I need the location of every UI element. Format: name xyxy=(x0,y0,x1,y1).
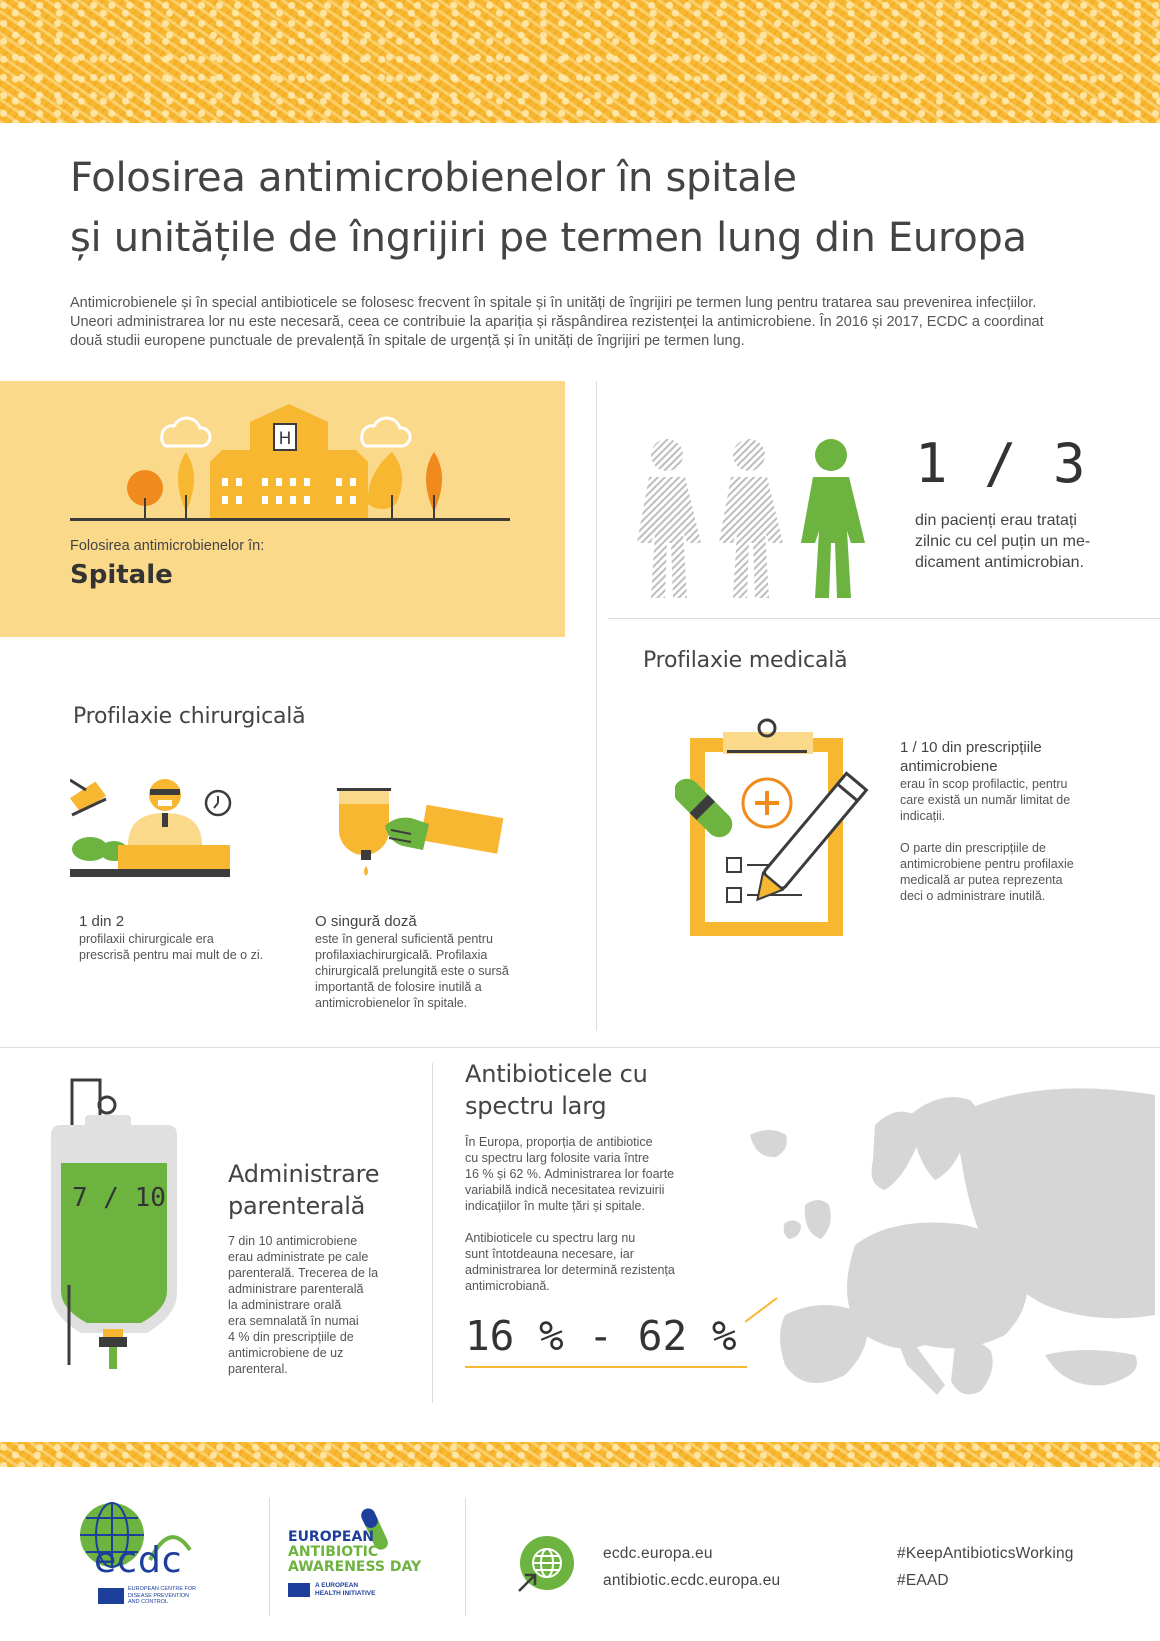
broad-heading: Antibioticele cu spectru larg xyxy=(465,1060,648,1120)
tree-icon xyxy=(368,452,402,509)
medical-text: 1 / 10 din prescripțiile antimicrobiene erau în scop profilactic, pentru care există un număr limitat de indicații. O parte din prescripțiile de antimicrobiene pentru profilaxie medicală ar putea reprezenta deci o administrare inutilă. xyxy=(900,739,1074,903)
link-ecdc[interactable]: ecdc.europa.eu xyxy=(603,1545,713,1562)
range-pointer-line xyxy=(745,1298,777,1322)
footer-hashtags xyxy=(897,1540,1074,1594)
page-title xyxy=(70,148,1120,268)
hospital-label: Folosirea antimicrobienelor în: xyxy=(70,538,265,554)
patient-green-icon xyxy=(801,439,865,598)
page-title-line1: Folosirea antimicrobienelor în spitale xyxy=(70,155,797,201)
eu-flag-icon xyxy=(98,1588,124,1604)
broad-range: 16 % - 62 % xyxy=(465,1312,737,1360)
hospital-illustration xyxy=(70,400,515,525)
patients-icon-group xyxy=(635,435,885,600)
patients-ratio: 1 / 3 xyxy=(915,432,1088,495)
surgical-stat1: 1 din 2 profilaxii chirurgicale era prescrisă pentru mai mult de o zi. xyxy=(79,913,264,962)
divider-horizontal-middle xyxy=(0,1047,1160,1048)
footer-divider-2 xyxy=(465,1498,466,1616)
bottom-pattern-band xyxy=(0,1442,1160,1467)
surgical-lamp-icon xyxy=(70,780,108,815)
patient-gray-icon xyxy=(719,439,783,598)
surgery-illustration xyxy=(70,775,235,880)
range-underline xyxy=(465,1366,747,1368)
clipboard-illustration xyxy=(675,718,895,938)
medical-heading: Profilaxie medicală xyxy=(643,648,848,673)
patients-text: din pacienți erau tratați zilnic cu cel puțin un me- dicament antimicrobian. xyxy=(915,512,1091,571)
top-pattern-band xyxy=(0,0,1160,123)
broad-text: În Europa, proporția de antibiotice cu spectru larg folosite varia între 16 % și 62 %. Administrarea lor foarte variabilă indică necesitatea revizuirii indicațiilor în multe țări și spitale. Antibioticele cu spectru larg nu sunt întotdeauna necesare, iar administrarea lor determină rezistența antimicrobiană. xyxy=(465,1135,675,1293)
patient-gray-icon xyxy=(637,439,701,598)
europe-map xyxy=(745,1085,1160,1415)
eaad-logo: EUROPEAN ANTIBIOTIC AWARENESS DAY A EUROPEAN HEALTH INITIATIVE xyxy=(288,1505,438,1610)
ecdc-wordmark: ecdc xyxy=(94,1540,183,1581)
hospital-sign: H xyxy=(278,429,292,449)
injection-illustration xyxy=(335,782,505,882)
footer-links xyxy=(603,1540,780,1594)
intro-paragraph: Antimicrobienele și în special antibioticele se folosesc frecvent în spitale și în unități de îngrijiri pe termen lung pentru tratarea sau prevenirea infecțiilor. Uneori administrarea lor nu este necesară, ceea ce contribuie la apariția și răspândirea rezistenței la antimicrobiene. În 2016 și 2017, ECDC a coordinat două studii europene punctuale de prevalență în spitale de urgență și în unități de îngrijiri pe termen lung. xyxy=(70,295,1044,349)
drop-icon xyxy=(364,866,368,876)
parenteral-ratio: 7 / 10 xyxy=(72,1183,166,1213)
hashtag-keep-antibiotics-working[interactable]: #KeepAntibioticsWorking xyxy=(897,1545,1074,1562)
gloved-hand-icon xyxy=(385,805,503,854)
divider-horizontal-right xyxy=(608,618,1160,619)
hashtag-eaad[interactable]: #EAAD xyxy=(897,1572,949,1589)
page-title-line2: și unitățile de îngrijiri pe termen lung din Europa xyxy=(70,215,1027,261)
globe-link-icon xyxy=(515,1535,575,1595)
divider-vertical-bottom xyxy=(432,1063,433,1403)
parenteral-heading: Administrare parenterală xyxy=(228,1160,380,1220)
iv-bag-illustration xyxy=(45,1075,185,1370)
eu-flag-icon xyxy=(288,1583,310,1597)
surgical-heading: Profilaxie chirurgicală xyxy=(73,704,306,729)
surgical-stat2: O singură doză este în general suficientă pentru profilaxiachirurgicală. Profilaxia chirurgicală prelungită este o sursă importantă de folosire inutilă a antimicrobienelor în spitale. xyxy=(315,913,509,1010)
parenteral-text: 7 din 10 antimicrobiene erau administrate pe cale parenterală. Trecerea de la administrare parenterală la administrare orală era semnalată în numai 4 % din prescripțiile de antimicrobiene de uz parenteral. xyxy=(228,1234,379,1376)
ecdc-logo: ecdc EUROPEAN CENTRE FOR DISEASE PREVENTION AND CONTROL xyxy=(70,1500,200,1610)
link-antibiotic[interactable]: antibiotic.ecdc.europa.eu xyxy=(603,1572,781,1589)
footer-divider-1 xyxy=(269,1498,270,1616)
divider-vertical xyxy=(596,381,597,1031)
hospital-name: Spitale xyxy=(70,560,173,590)
